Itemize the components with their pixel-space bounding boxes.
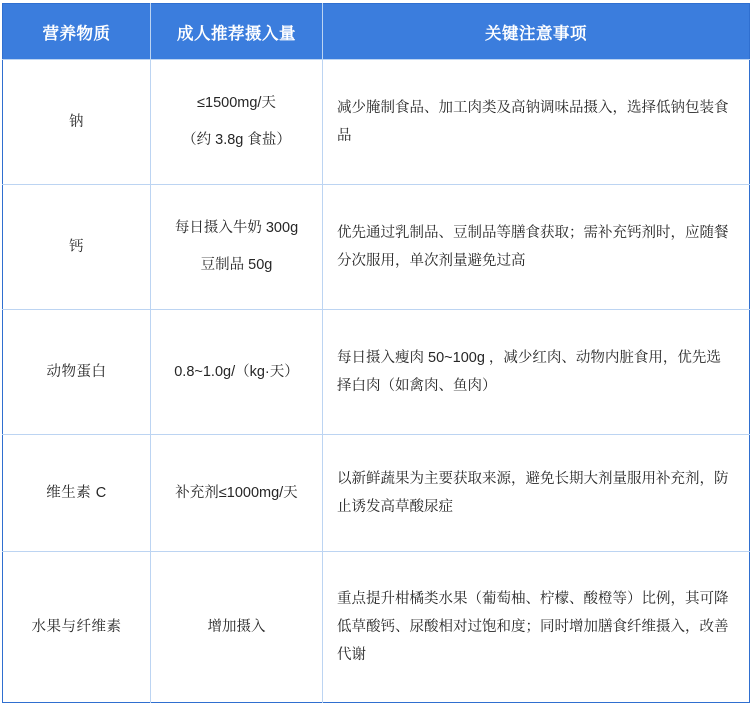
table-row [3,185,750,310]
cell-notes: 重点提升柑橘类水果（葡萄柚、柠檬、酸橙等）比例，其可降低草酸钙、尿酸相对过饱和度；同时增加膳食纤维摄入，改善代谢 [323,552,750,703]
cell-intake-amount [151,60,323,185]
column-header-nutrient: 营养物质 [3,4,151,60]
amount-line: （约 3.8g 食盐） [182,132,291,148]
table-row [3,310,750,435]
table-row [3,552,750,703]
table-header [3,4,750,60]
table-row [3,60,750,185]
column-header-intake: 成人推荐摄入量 [151,4,323,60]
column-header-notes: 关键注意事项 [323,4,750,60]
amount-line: ≤1500mg/天 [197,95,276,112]
amount-line: 补充剂≤1000mg/天 [175,484,298,501]
amount-line: 增加摄入 [207,618,266,635]
cell-nutrient-name: 钙 [3,185,151,310]
table-header-row [3,4,750,60]
cell-nutrient-name: 动物蛋白 [3,310,151,435]
cell-nutrient-name: 维生素 C [3,435,151,552]
cell-notes: 优先通过乳制品、豆制品等膳食获取；需补充钙剂时，应随餐分次服用，单次剂量避免过高 [323,185,750,310]
cell-intake-amount [151,310,323,435]
cell-intake-amount [151,435,323,552]
table-body [3,60,750,703]
cell-intake-amount [151,185,323,310]
amount-line: 每日摄入牛奶 300g [174,220,299,237]
cell-intake-amount [151,552,323,703]
cell-nutrient-name: 钠 [3,60,151,185]
amount-line: 0.8~1.0g/（kg·天） [174,363,299,380]
nutrition-table [2,3,750,703]
cell-notes: 每日摄入瘦肉 50~100g ，减少红肉、动物内脏食用，优先选择白肉（如禽肉、鱼肉） [323,310,750,435]
amount-line: 豆制品 50g [200,257,273,273]
cell-notes: 减少腌制食品、加工肉类及高钠调味品摄入，选择低钠包装食品 [323,60,750,185]
cell-notes: 以新鲜蔬果为主要获取来源，避免长期大剂量服用补充剂，防止诱发高草酸尿症 [323,435,750,552]
cell-nutrient-name: 水果与纤维素 [3,552,151,703]
table-row [3,435,750,552]
